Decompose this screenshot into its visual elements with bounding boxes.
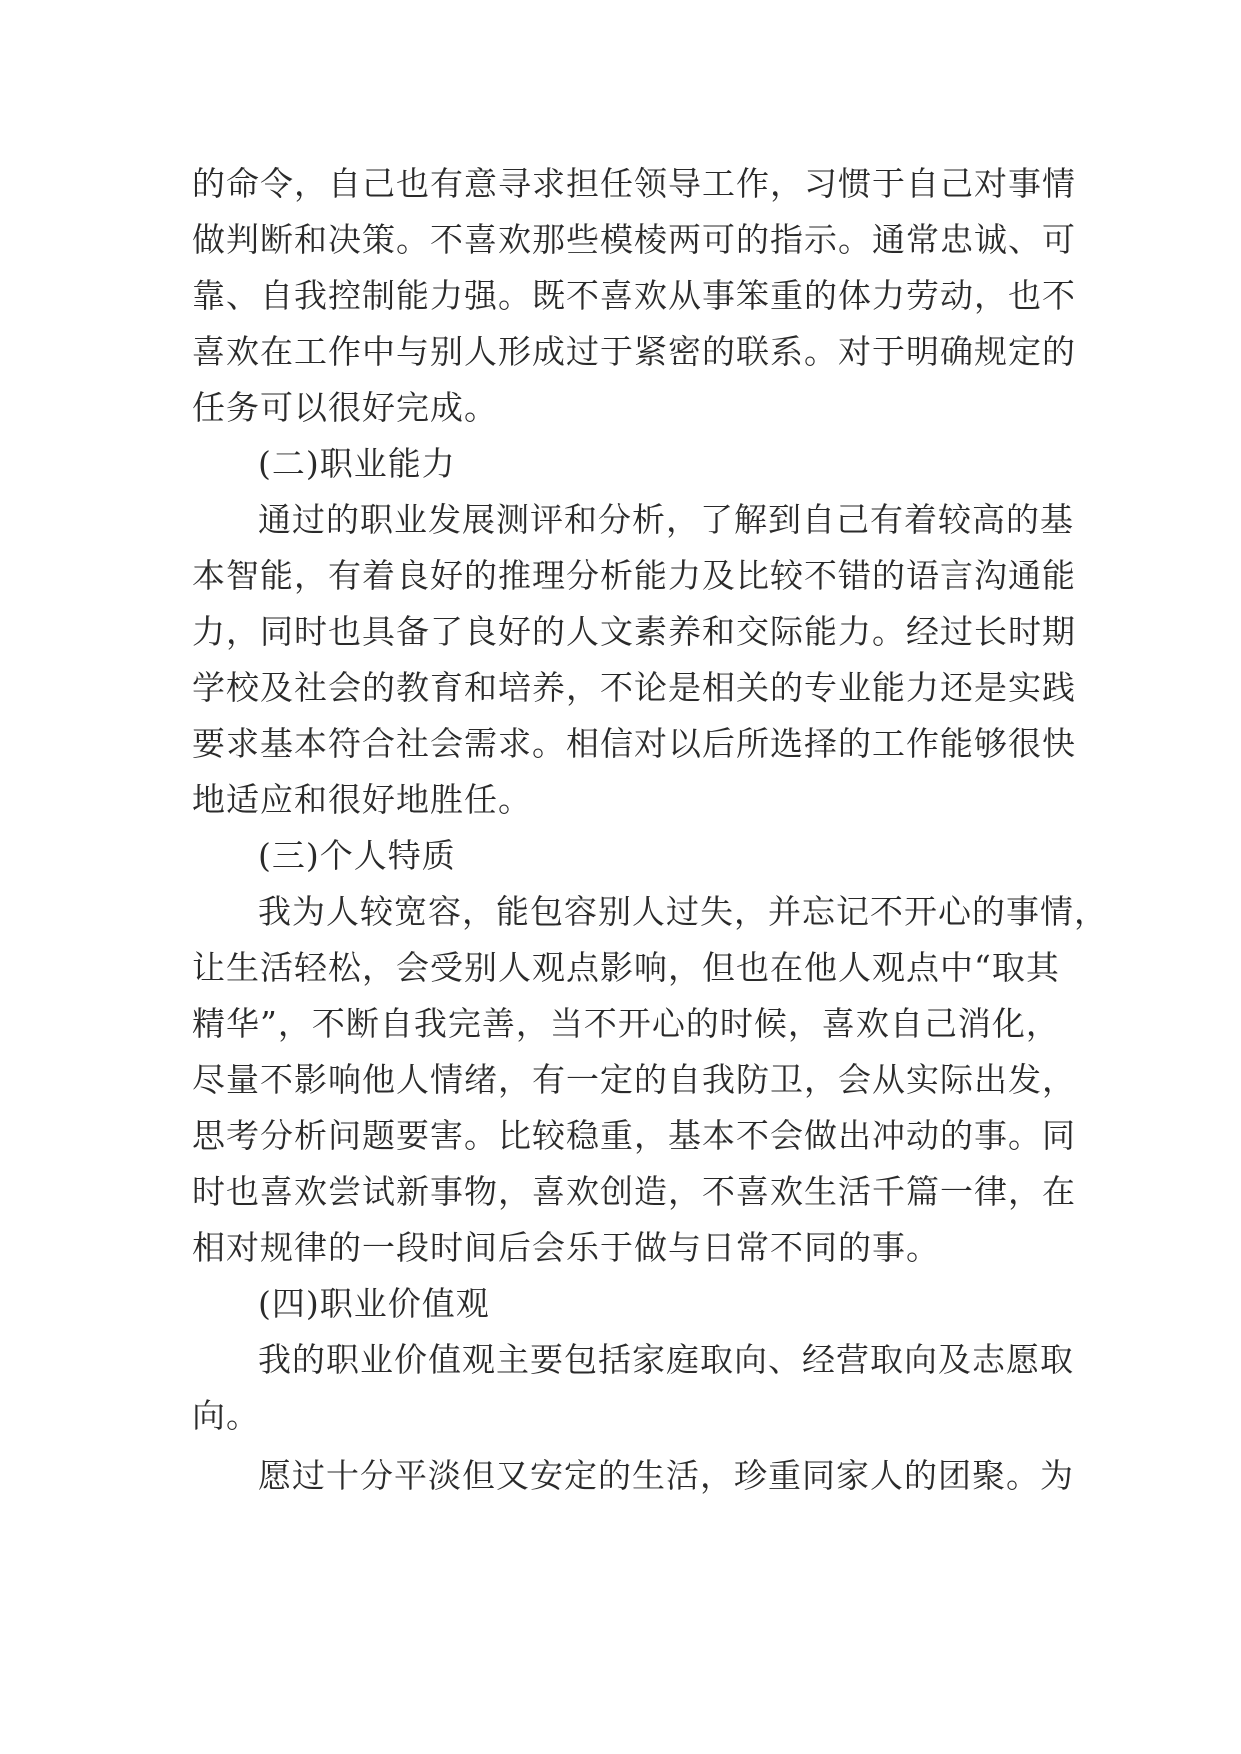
- paragraph-line: 学校及社会的教育和培养，不论是相关的专业能力还是实践: [192, 668, 1076, 707]
- section-heading: (二)职业能力: [258, 444, 456, 483]
- paragraph-line: 思考分析问题要害。比较稳重，基本不会做出冲动的事。同: [192, 1116, 1076, 1155]
- paragraph-line: 任务可以很好完成。: [192, 388, 498, 427]
- paragraph-line: 本智能，有着良好的推理分析能力及比较不错的语言沟通能: [192, 556, 1076, 595]
- paragraph-line: 我的职业价值观主要包括家庭取向、经营取向及志愿取: [258, 1340, 1074, 1379]
- paragraph-line: 地适应和很好地胜任。: [192, 780, 532, 819]
- section-heading: (四)职业价值观: [258, 1284, 490, 1323]
- paragraph-line: 让生活轻松，会受别人观点影响，但也在他人观点中“取其: [192, 948, 1060, 987]
- paragraph-line: 相对规律的一段时间后会乐于做与日常不同的事。: [192, 1228, 940, 1267]
- paragraph-line: 的命令，自己也有意寻求担任领导工作，习惯于自己对事情: [192, 164, 1076, 203]
- paragraph-line: 喜欢在工作中与别人形成过于紧密的联系。对于明确规定的: [192, 332, 1076, 371]
- paragraph-line: 精华”，不断自我完善，当不开心的时候，喜欢自己消化，: [192, 1004, 1060, 1043]
- paragraph-line: 通过的职业发展测评和分析，了解到自己有着较高的基: [258, 500, 1074, 539]
- paragraph-line: 我为人较宽容，能包容别人过失，并忘记不开心的事情，: [258, 892, 1108, 931]
- paragraph-line: 向。: [192, 1396, 260, 1435]
- paragraph-line: 时也喜欢尝试新事物，喜欢创造，不喜欢生活千篇一律，在: [192, 1172, 1076, 1211]
- paragraph-line: 尽量不影响他人情绪，有一定的自我防卫，会从实际出发，: [192, 1060, 1076, 1099]
- paragraph-line: 做判断和决策。不喜欢那些模棱两可的指示。通常忠诚、可: [192, 220, 1076, 259]
- paragraph-line: 力，同时也具备了良好的人文素养和交际能力。经过长时期: [192, 612, 1076, 651]
- paragraph-line: 要求基本符合社会需求。相信对以后所选择的工作能够很快: [192, 724, 1076, 763]
- section-heading: (三)个人特质: [258, 836, 456, 875]
- document-body: [192, 156, 1108, 1508]
- paragraph-line: 靠、自我控制能力强。既不喜欢从事笨重的体力劳动，也不: [192, 276, 1076, 315]
- paragraph-line: 愿过十分平淡但又安定的生活，珍重同家人的团聚。为: [258, 1456, 1074, 1495]
